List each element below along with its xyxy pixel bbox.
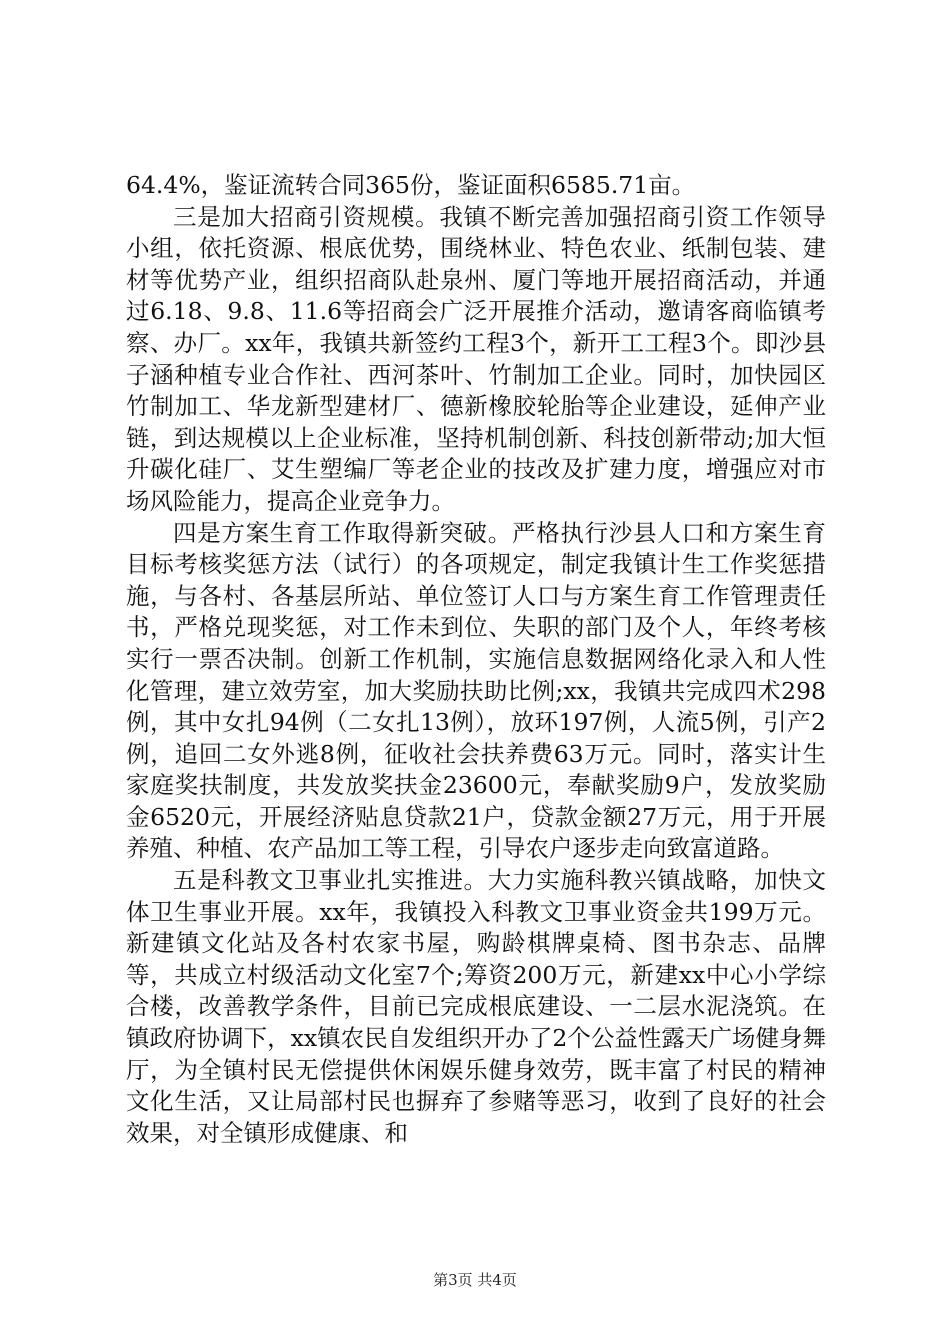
paragraph-family-planning: 四是方案生育工作取得新突破。严格执行沙县人口和方案生育目标考核奖惩方法（试行）的各项规定，制定我镇计生工作奖惩措施，与各村、各基层所站、单位签订人口与方案生育工作管理责任书，严格兑现奖惩，对工作未到位、失职的部门及个人，年终考核实行一票否决制。创新工作机制，实施信息数据网络化录入和人性化管理，建立效劳室，加大奖励扶助比例;xx，我镇共完成四术298例，其中女扎94例（二女扎13例），放环197例，人流5例，引产2例，追回二女外逃8例，征收社会扶养费63万元。同时，落实计生家庭奖扶制度，共发放奖扶金23600元，奉献奖励9户，发放奖励金6520元，开展经济贴息贷款21户，贷款金额27万元，用于开展养殖、种植、农产品加工等工程，引导农户逐步走向致富道路。 xyxy=(126,518,826,863)
paragraph-investment: 三是加大招商引资规模。我镇不断完善加强招商引资工作领导小组，依托资源、根底优势，围绕林业、特色农业、纸制包装、建材等优势产业，组织招商队赴泉州、厦门等地开展招商活动，并通过6.18、9.8、11.6等招商会广泛开展推介活动，邀请客商临镇考察、办厂。xx年，我镇共新签约工程3个，新开工工程3个。即沙县子涵种植专业合作社、西河茶叶、竹制加工企业。同时，加快园区竹制加工、华龙新型建材厂、德新橡胶轮胎等企业建设，延伸产业链，到达规模以上企业标准，坚持机制创新、科技创新带动;加大恒升碳化硅厂、艾生塑编厂等老企业的技改及扩建力度，增强应对市场风险能力，提高企业竞争力。 xyxy=(126,202,826,515)
paragraph-education-culture: 五是科教文卫事业扎实推进。大力实施科教兴镇战略，加快文体卫生事业开展。xx年，我镇投入科教文卫事业资金共199万元。新建镇文化站及各村农家书屋，购龄棋牌桌椅、图书杂志、品牌等，共成立村级活动文化室7个;筹资200万元，新建xx中心小学综合楼，改善教学条件，目前已完成根底建设、一二层水泥浇筑。在镇政府协调下，xx镇农民自发组织开办了2个公益性露天广场健身舞厅，为全镇村民无偿提供休闲娱乐健身效劳，既丰富了村民的精神文化生活，又让局部村民也摒弃了参赌等恶习，收到了良好的社会效果，对全镇形成健康、和 xyxy=(126,866,826,1147)
paragraph-continuation: 64.4%，鉴证流转合同365份，鉴证面积6585.71亩。 xyxy=(126,171,696,199)
page-number-footer: 第3页 共4页 xyxy=(433,1271,517,1289)
document-body xyxy=(126,170,826,1149)
